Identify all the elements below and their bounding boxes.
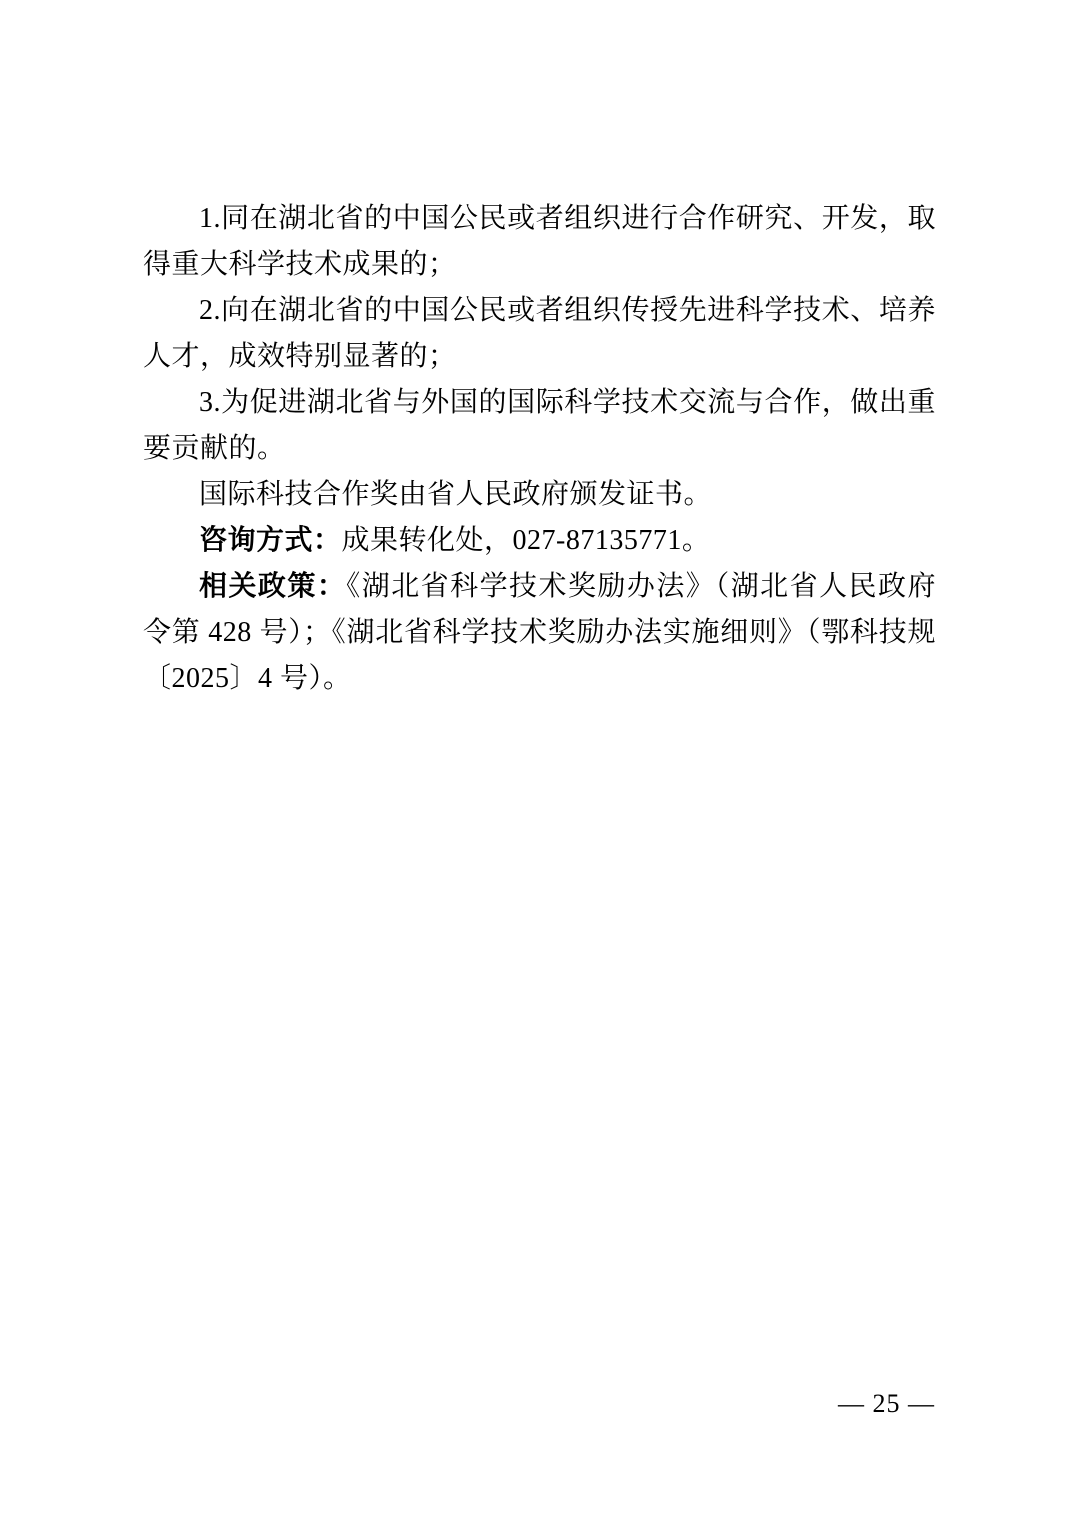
paragraph-text: 1.同在湖北省的中国公民或者组织进行合作研究、开发，取得重大科学技术成果的； bbox=[143, 203, 936, 280]
paragraph-related-policy bbox=[143, 564, 936, 702]
paragraph-text: 3.为促进湖北省与外国的国际科学技术交流与合作，做出重要贡献的。 bbox=[143, 387, 936, 464]
paragraph-text: 国际科技合作奖由省人民政府颁发证书。 bbox=[199, 479, 713, 510]
related-policy-text: 《湖北省科学技术奖励办法》（湖北省人民政府令第 428 号）；《湖北省科学技术奖励办法实施细则》（鄂科技规〔2025〕4 号）。 bbox=[143, 571, 936, 694]
page-number-text: — 25 — bbox=[838, 1389, 935, 1418]
paragraph-item-3 bbox=[143, 380, 936, 472]
paragraph-text: 2.向在湖北省的中国公民或者组织传授先进科学技术、培养人才，成效特别显著的； bbox=[143, 295, 936, 372]
document-body bbox=[143, 196, 936, 702]
paragraph-item-2 bbox=[143, 288, 936, 380]
paragraph-contact bbox=[143, 518, 936, 564]
related-policy-label: 相关政策： bbox=[199, 571, 347, 602]
paragraph-item-1 bbox=[143, 196, 936, 288]
contact-label: 咨询方式： bbox=[199, 525, 342, 556]
page-number bbox=[838, 1386, 935, 1422]
contact-text: 成果转化处，027-87135771。 bbox=[341, 525, 711, 556]
paragraph-certificate bbox=[143, 472, 936, 518]
